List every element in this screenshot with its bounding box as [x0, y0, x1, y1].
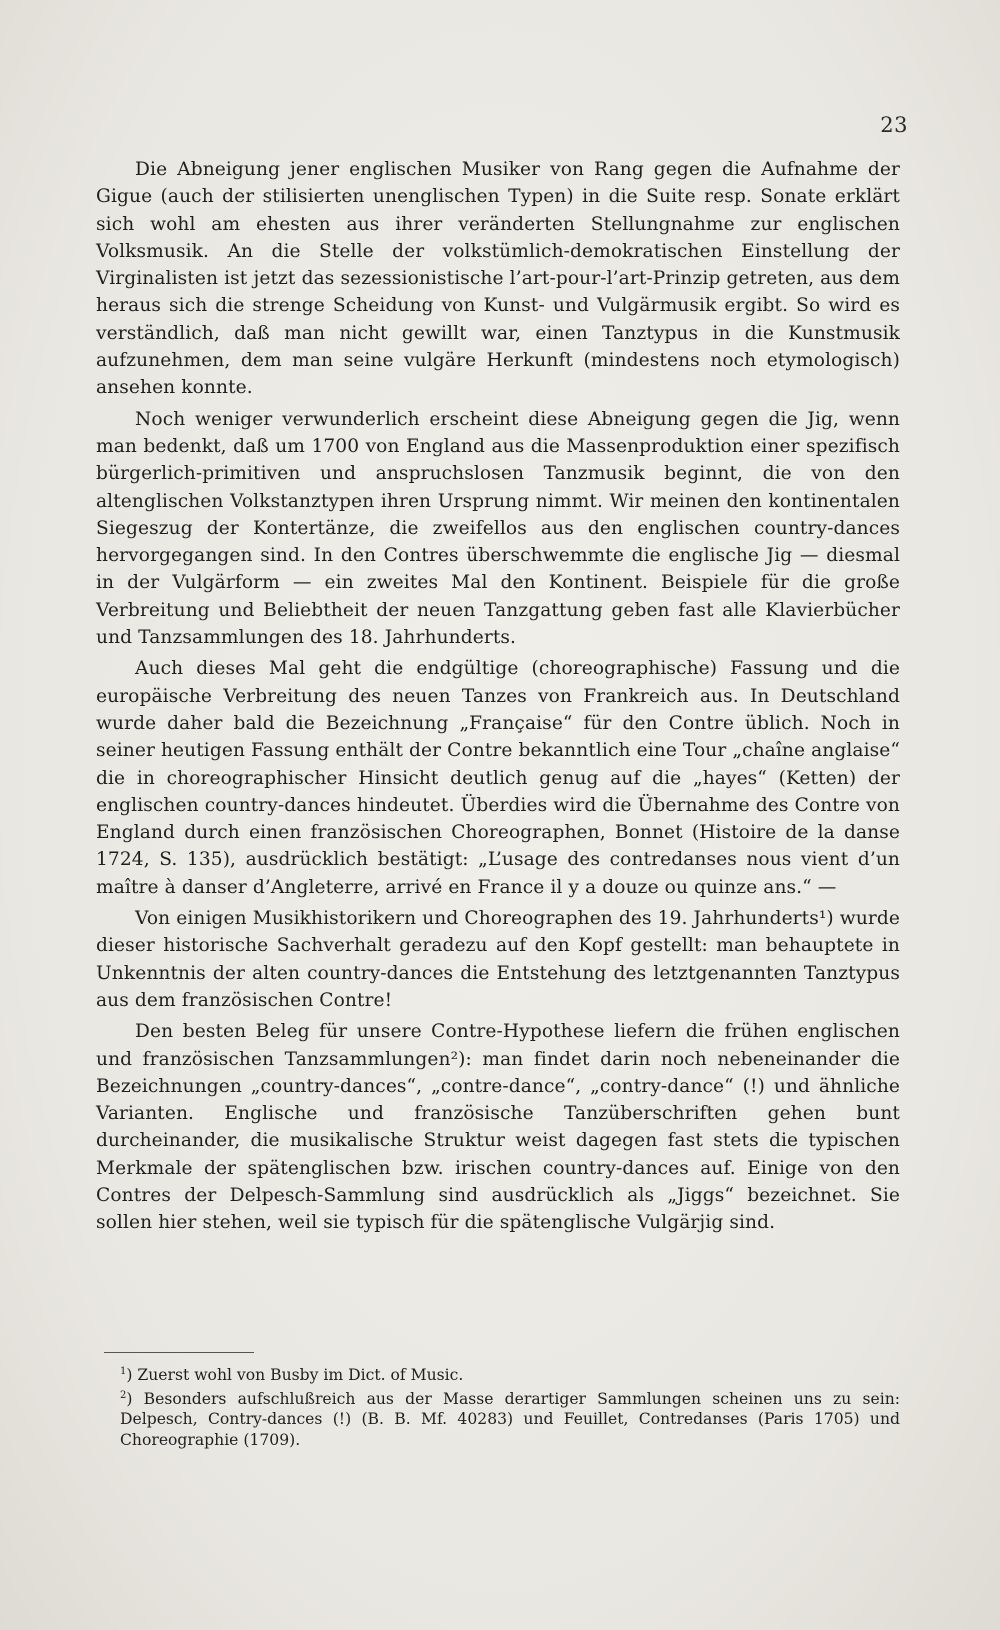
footnote-marker: 2 — [120, 1389, 127, 1401]
footnote-text: ) Zuerst wohl von Busby im Dict. of Music. — [126, 1366, 464, 1385]
paragraph-5: Den besten Beleg für unsere Contre-Hypothese liefern die frühen englischen und französischen Tanzsammlungen²): man findet darin noch nebeneinander die Bezeichnungen „country-dances“, „contre-dance“, „contry-dance“ (!) und ähnliche Varianten. Englische und französische Tanzüberschriften gehen bunt durcheinander, die musikalische Struktur weist dagegen fast stets die typischen Merkmale der spätenglischen bzw. irischen country-dances auf. Einige von den Contres der Delpesch-Sammlung sind ausdrücklich als „Jiggs“ bezeichnet. Sie sollen hier stehen, weil sie typisch für die spätenglische Vulgärjig sind. — [96, 1021, 900, 1234]
footnote-2 — [120, 1386, 900, 1451]
footnote-text: ) Besonders aufschlußreich aus der Masse derartiger Sammlungen scheinen uns zu sein: Delpesch, Contry-dances (!) (B. B. Mf. 40283) und Feuillet, Contredanses (Paris 1705) und Choreographie (1709). — [120, 1389, 900, 1449]
paragraph-2: Noch weniger verwunderlich erscheint diese Abneigung gegen die Jig, wenn man bedenkt, daß um 1700 von England aus die Massenproduktion einer spezifisch bürgerlich-primitiven und anspruchslosen Tanzmusik beginnt, die von den altenglischen Volkstanztypen ihren Ursprung nimmt. Wir meinen den kontinentalen Siegeszug der Kontertänze, die zweifellos aus den englischen country-dances hervorgegangen sind. In den Contres überschwemmte die englische Jig — diesmal in der Vulgärform — ein zweites Mal den Kontinent. Beispiele für die große Verbreitung und Beliebtheit der neuen Tanzgattung geben fast alle Klavierbücher und Tanzsammlungen des 18. Jahrhunderts. — [96, 408, 900, 649]
paragraph-4: Von einigen Musikhistorikern und Choreographen des 19. Jahrhunderts¹) wurde dieser historische Sachverhalt geradezu auf den Kopf gestellt: man behauptete in Unkenntnis der alten country-dances die Entstehung des letztgenannten Tanztypus aus dem französischen Contre! — [96, 908, 900, 1011]
body-text — [96, 156, 900, 1237]
page-number: 23 — [880, 113, 908, 137]
footnote-separator — [104, 1352, 254, 1353]
footnote-1 — [120, 1362, 900, 1386]
footnote-marker: 1 — [120, 1366, 127, 1377]
paragraph-1: Die Abneigung jener englischen Musiker von Rang gegen die Aufnahme der Gigue (auch der stilisierten unenglischen Typen) in die Suite resp. Sonate erklärt sich wohl am ehesten aus ihrer veränderten Stellungnahme zur englischen Volksmusik. An die Stelle der volkstümlich-demokratischen Einstellung der Virginalisten ist jetzt das sezessionistische l’art-pour-l’art-Prinzip getreten, aus dem heraus sich die strenge Scheidung von Kunst- und Vulgärmusik ergibt. So wird es verständlich, daß man nicht gewillt war, einen Tanztypus in die Kunstmusik aufzunehmen, dem man seine vulgäre Herkunft (mindestens noch etymologisch) ansehen konnte. — [96, 159, 900, 399]
footnotes — [120, 1362, 900, 1450]
paragraph-3: Auch dieses Mal geht die endgültige (choreographische) Fassung und die europäische Verbreitung des neuen Tanzes von Frankreich aus. In Deutschland wurde daher bald die Bezeichnung „Française“ für den Contre üblich. Noch in seiner heutigen Fassung enthält der Contre bekanntlich eine Tour „chaîne anglaise“ die in choreographischer Hinsicht deutlich genug auf die „hayes“ (Ketten) der englischen country-dances hindeutet. Überdies wird die Übernahme des Contre von England durch einen französischen Choreographen, Bonnet (Histoire de la danse 1724, S. 135), ausdrücklich bestätigt: „L’usage des contredanses nous vient d’un maître à danser d’Angleterre, arrivé en France il y a douze ou quinze ans.“ — — [96, 658, 900, 898]
